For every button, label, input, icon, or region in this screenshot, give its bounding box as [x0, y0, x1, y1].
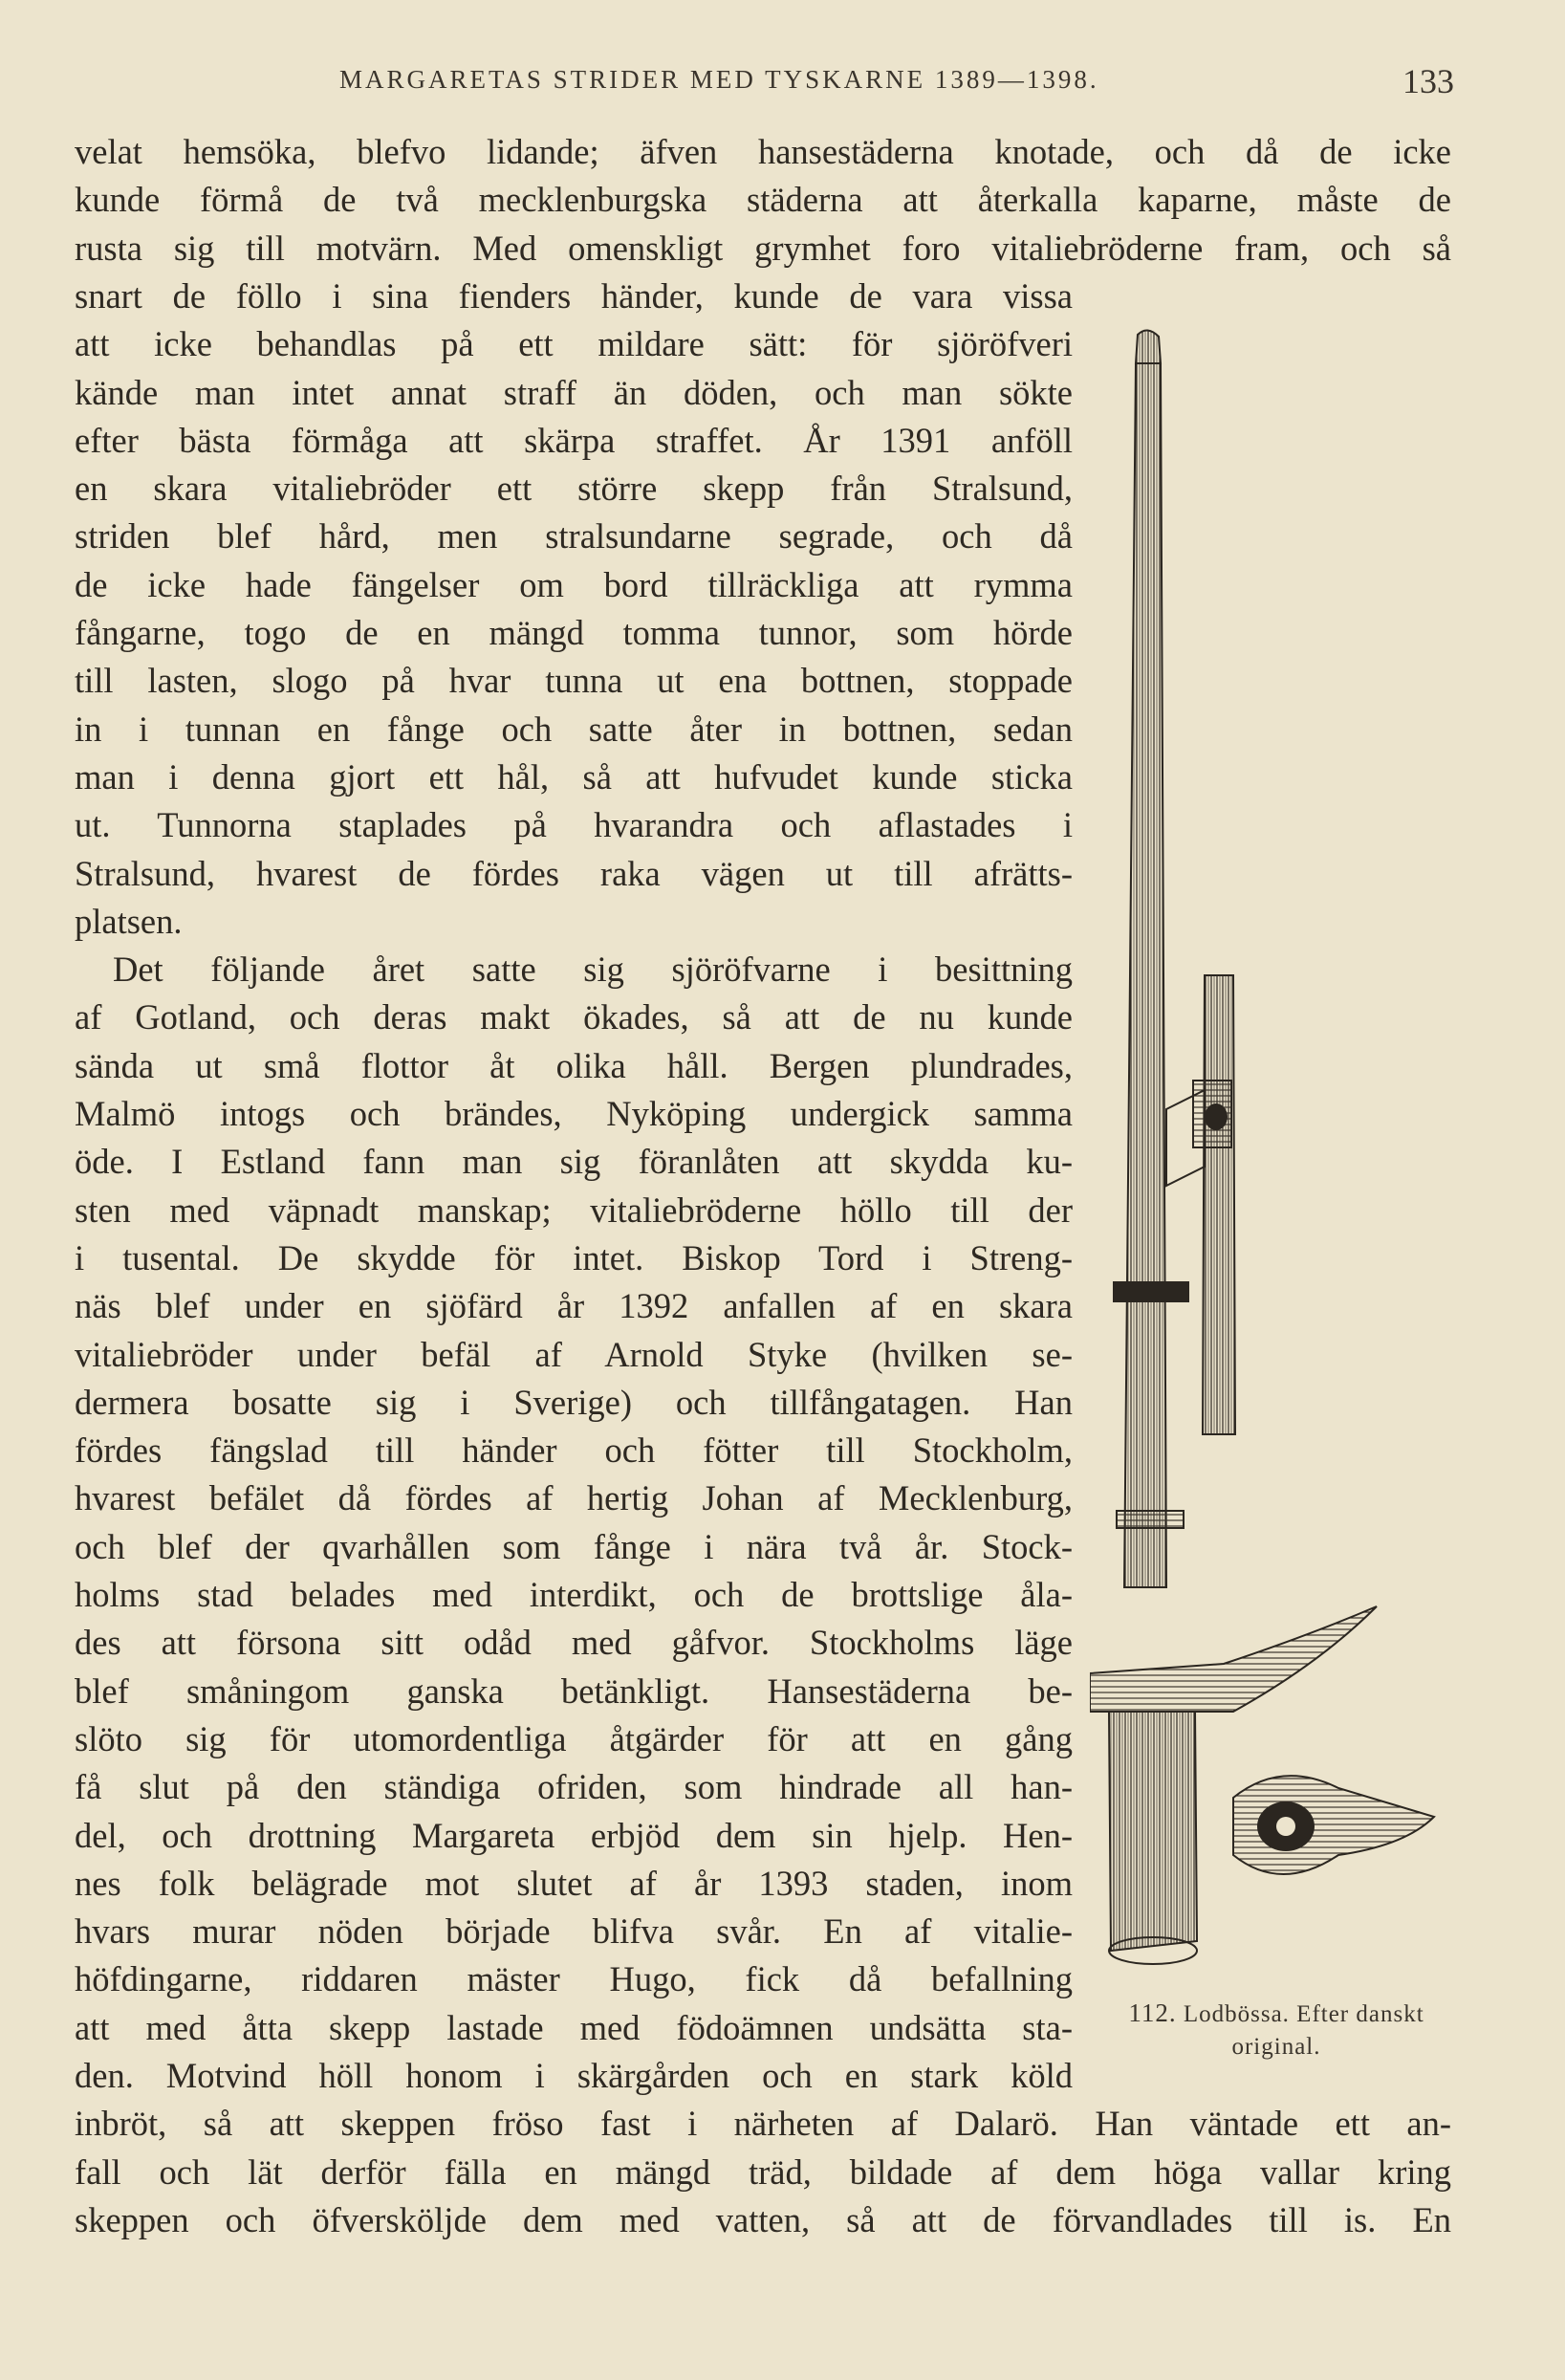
text-line: skeppen och öfversköljde dem med vatten, så att de förvandlades till is. En	[75, 2199, 1451, 2239]
text-line: öde. I Estland fann man sig föranlåten att skydda ku-	[75, 1142, 1073, 1182]
text-line: få slut på den ständiga ofriden, som hindrade all han-	[75, 1767, 1073, 1807]
text-line: fördes fängslad till händer och fötter till Stockholm,	[75, 1430, 1073, 1471]
text-line: att med åtta skepp lastade med födoämnen undsätta sta-	[75, 2007, 1073, 2047]
text-line: striden blef hård, men stralsundarne segrade, och då	[75, 516, 1073, 557]
text-line: att icke behandlas på ett mildare sätt: för sjöröfveri	[75, 324, 1073, 364]
text-line: holms stad belades med interdikt, och de brottslige åla-	[75, 1575, 1073, 1614]
text-line: ut. Tunnorna staplades på hvarandra och aflastades i	[75, 805, 1073, 845]
text-line: blef småningom ganska betänkligt. Hansestäderna be-	[75, 1670, 1073, 1711]
text-line: nes folk belägrade mot slutet af år 1393 staden, inom	[75, 1863, 1073, 1903]
text-line: Det följande året satte sig sjöröfvarne i besittning	[113, 950, 1073, 990]
text-line: vitaliebröder under befäl af Arnold Styke (hvilken se-	[75, 1334, 1073, 1374]
text-line: Malmö intogs och brändes, Nyköping undergick samma	[75, 1094, 1073, 1133]
text-line: den. Motvind höll honom i skärgården och en stark köld	[75, 2056, 1073, 2095]
caption-number: 112.	[1128, 1998, 1177, 2027]
text-line: näs blef under en sjöfärd år 1392 anfallen af en skara	[75, 1286, 1073, 1326]
text-line: och blef der qvarhållen som fånge i nära två år. Stock-	[75, 1526, 1073, 1566]
text-line: sända ut små flottor åt olika håll. Bergen plundrades,	[75, 1045, 1073, 1085]
text-line: kände man intet annat straff än döden, och man sökte	[75, 372, 1073, 412]
text-line: velat hemsöka, blefvo lidande; äfven hansestäderna knotade, och då de icke	[75, 132, 1451, 171]
text-line: efter bästa förmåga att skärpa straffet. År 1391 anföll	[75, 420, 1073, 460]
text-line: till lasten, slogo på hvar tunna ut ena bottnen, stoppade	[75, 661, 1073, 701]
text-line: en skara vitaliebröder ett större skepp från Stralsund,	[75, 469, 1073, 509]
gun-engraving-icon	[1090, 325, 1453, 1989]
text-line: kunde förmå de två mecklenburgska städerna att återkalla kaparne, måste de	[75, 180, 1451, 220]
text-line: hvars murar nöden började blifva svår. En af vitalie-	[75, 1911, 1073, 1952]
figure-caption	[1085, 1997, 1467, 2063]
text-line: inbröt, så att skeppen fröso fast i närheten af Dalarö. Han väntade ett an-	[75, 2104, 1451, 2144]
text-line: sten med väpnadt manskap; vitaliebröderne höllo till der	[75, 1190, 1073, 1230]
text-line: höfdingarne, riddaren mäster Hugo, fick då befallning	[75, 1959, 1073, 1999]
text-line: des att försona sitt odåd med gåfvor. Stockholms läge	[75, 1623, 1073, 1663]
text-line: slöto sig för utomordentliga åtgärder för att en gång	[75, 1718, 1073, 1758]
text-line: hvarest befälet då fördes af hertig Johan af Mecklenburg,	[75, 1478, 1073, 1518]
text-line: fall och lät derför fälla en mängd träd, bildade af dem höga vallar kring	[75, 2151, 1451, 2192]
text-line: man i denna gjort ett hål, så att hufvudet kunde sticka	[75, 756, 1073, 797]
text-line: de icke hade fängelser om bord tillräckliga att rymma	[75, 564, 1073, 604]
text-line: dermera bosatte sig i Sverige) och tillfångatagen. Han	[75, 1382, 1073, 1422]
text-line: del, och drottning Margareta erbjöd dem sin hjelp. Hen-	[75, 1815, 1073, 1855]
text-line: rusta sig till motvärn. Med omenskligt grymhet foro vitaliebröderne fram, och så	[75, 228, 1451, 268]
page-number: 133	[1402, 62, 1454, 100]
caption-text: Lodbössa. Efter danskt original.	[1183, 2001, 1424, 2060]
text-line: af Gotland, och deras makt ökades, så att de nu kunde	[75, 997, 1073, 1037]
text-line: snart de föllo i sina fienders händer, kunde de vara vissa	[75, 275, 1073, 316]
text-line: in i tunnan en fånge och satte åter in bottnen, sedan	[75, 709, 1073, 749]
text-line: fångarne, togo de en mängd tomma tunnor, som hörde	[75, 613, 1073, 652]
text-line: Stralsund, hvarest de fördes raka vägen ut till afrätts-	[75, 853, 1073, 893]
text-line: platsen.	[75, 901, 183, 941]
lodbossa-illustration	[1090, 325, 1453, 1989]
text-line: i tusental. De skydde för intet. Biskop Tord i Streng-	[75, 1237, 1073, 1277]
running-head: MARGARETAS STRIDER MED TYSKARNE 1389—1398.	[339, 65, 1099, 94]
